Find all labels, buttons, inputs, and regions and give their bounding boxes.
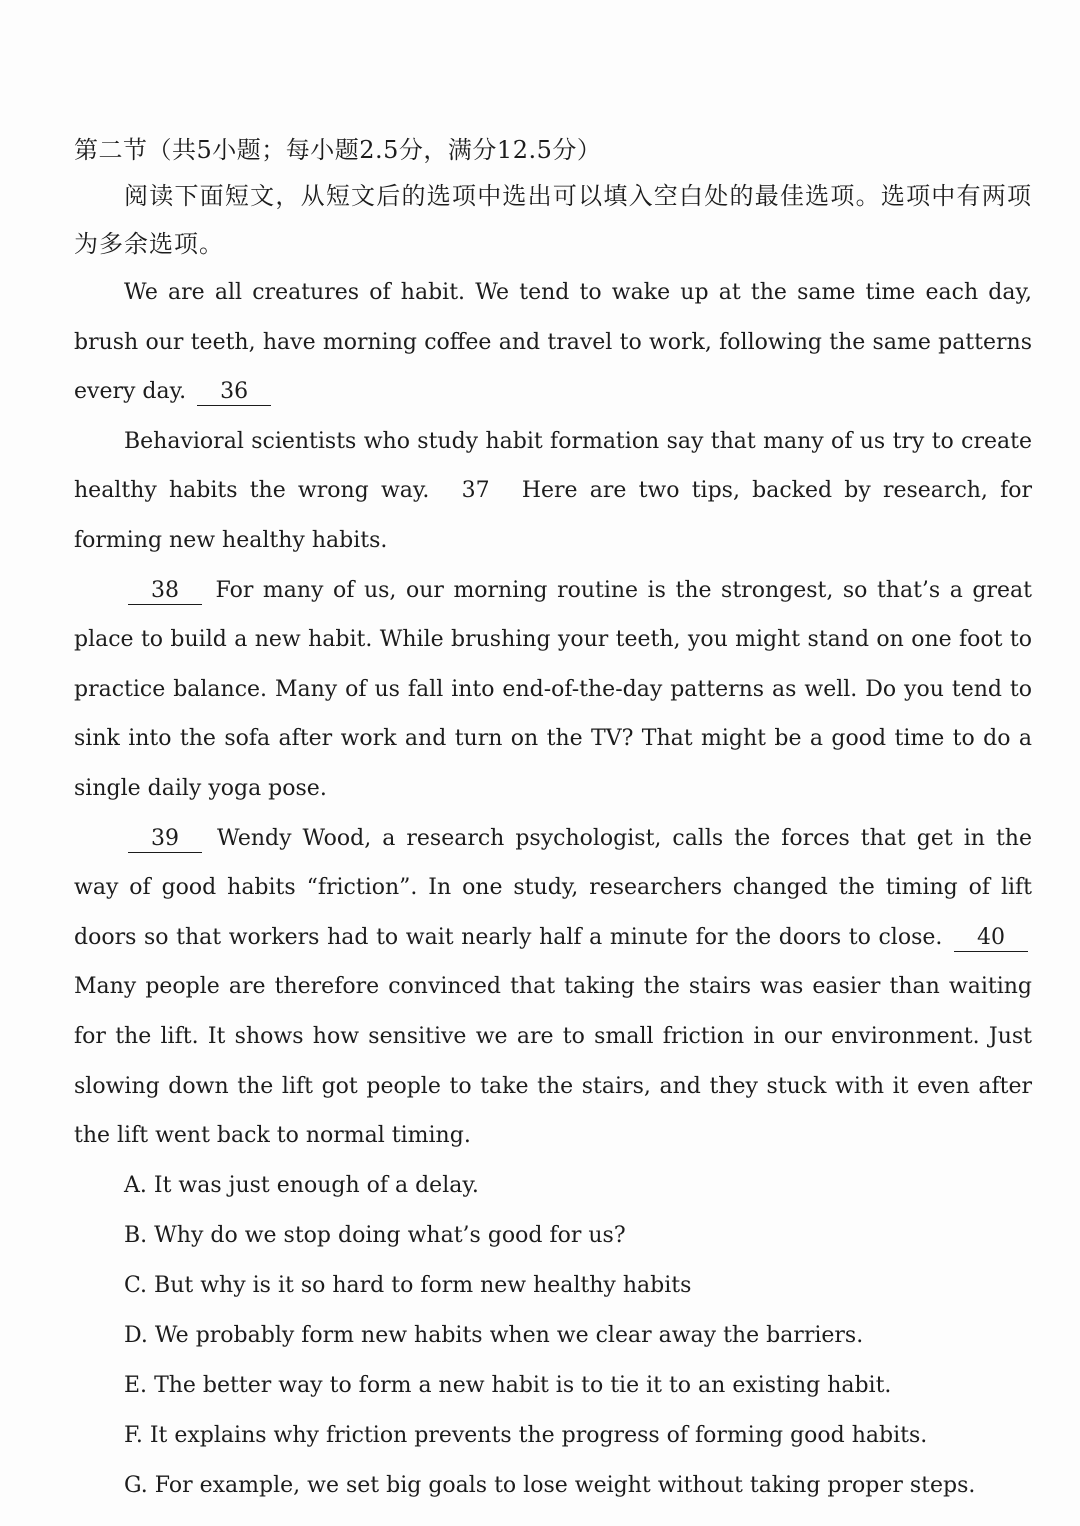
paragraph-text: Wendy Wood, a research psychologist, calls the forces that get in the way of good habits “friction”. In one study, researchers changed the timing of lift doors so that workers had to wait nearly half a minute for the doors to close. <box>74 825 1032 950</box>
option-text: It was just enough of a delay. <box>153 1172 479 1198</box>
section-instructions: 阅读下面短文，从短文后的选项中选出可以填入空白处的最佳选项。选项中有两项为多余选项。 <box>74 182 1032 258</box>
option-d[interactable] <box>74 1311 1032 1361</box>
answer-blank-39[interactable]: 39 <box>128 826 202 853</box>
paragraph-text: Behavioral scientists who study habit formation say that many of us try to create healthy habits the wrong way. <box>74 428 1032 504</box>
option-b[interactable] <box>74 1211 1032 1261</box>
paragraph-text: We are all creatures of habit. We tend to wake up at the same time each day, brush our teeth, have morning coffee and travel to work, following the same patterns every day. <box>74 280 1032 405</box>
answer-blank-38[interactable]: 38 <box>128 578 202 605</box>
answer-blank-37[interactable]: 37 <box>461 478 490 504</box>
option-text: But why is it so hard to form new healthy habits <box>154 1272 692 1298</box>
option-g[interactable] <box>74 1461 1032 1511</box>
option-label: E. <box>124 1372 148 1398</box>
option-list <box>74 1161 1032 1511</box>
section-header: 第二节（共5小题；每小题2.5分，满分12.5分） <box>74 136 602 164</box>
reading-section <box>74 128 1032 1511</box>
option-label: A. <box>124 1172 147 1198</box>
option-label: G. <box>124 1472 148 1498</box>
paragraph-text: For many of us, our morning routine is the strongest, so that’s a great place to build a new habit. While brushing your teeth, you might stand on one foot to practice balance. Many of us fall into end-of-the-day patterns as well. Do you tend to sink into the sofa after work and turn on the TV? That might be a good time to do a single daily yoga pose. <box>74 577 1032 801</box>
option-f[interactable] <box>74 1411 1032 1461</box>
paragraph-text: Here are two tips, backed by research, for forming new healthy habits. <box>74 478 1033 553</box>
answer-blank-40[interactable]: 40 <box>954 925 1028 952</box>
answer-blank-36[interactable]: 36 <box>197 379 271 406</box>
option-label: F. <box>124 1422 143 1448</box>
passage-paragraph-3 <box>74 566 1032 814</box>
option-label: B. <box>124 1222 148 1248</box>
option-text: It explains why friction prevents the progress of forming good habits. <box>149 1422 928 1448</box>
paragraph-text: Many people are therefore convinced that taking the stairs was easier than waiting for the lift. It shows how sensitive we are to small friction in our environment. Just slowing down the lift got people to take the stairs, and they stuck with it even after the lift went back to normal timing. <box>74 974 1032 1149</box>
option-text: We probably form new habits when we clear away the barriers. <box>154 1322 864 1348</box>
option-c[interactable] <box>74 1261 1032 1311</box>
option-label: C. <box>124 1272 148 1298</box>
passage-paragraph-4 <box>74 814 1032 1161</box>
option-a[interactable] <box>74 1161 1032 1211</box>
option-e[interactable] <box>74 1361 1032 1411</box>
passage-paragraph-1 <box>74 268 1032 417</box>
option-text: The better way to form a new habit is to tie it to an existing habit. <box>154 1372 892 1398</box>
option-label: D. <box>124 1322 148 1348</box>
passage-paragraph-2 <box>74 417 1032 566</box>
option-text: Why do we stop doing what’s good for us? <box>154 1222 626 1248</box>
option-text: For example, we set big goals to lose weight without taking proper steps. <box>154 1472 976 1498</box>
